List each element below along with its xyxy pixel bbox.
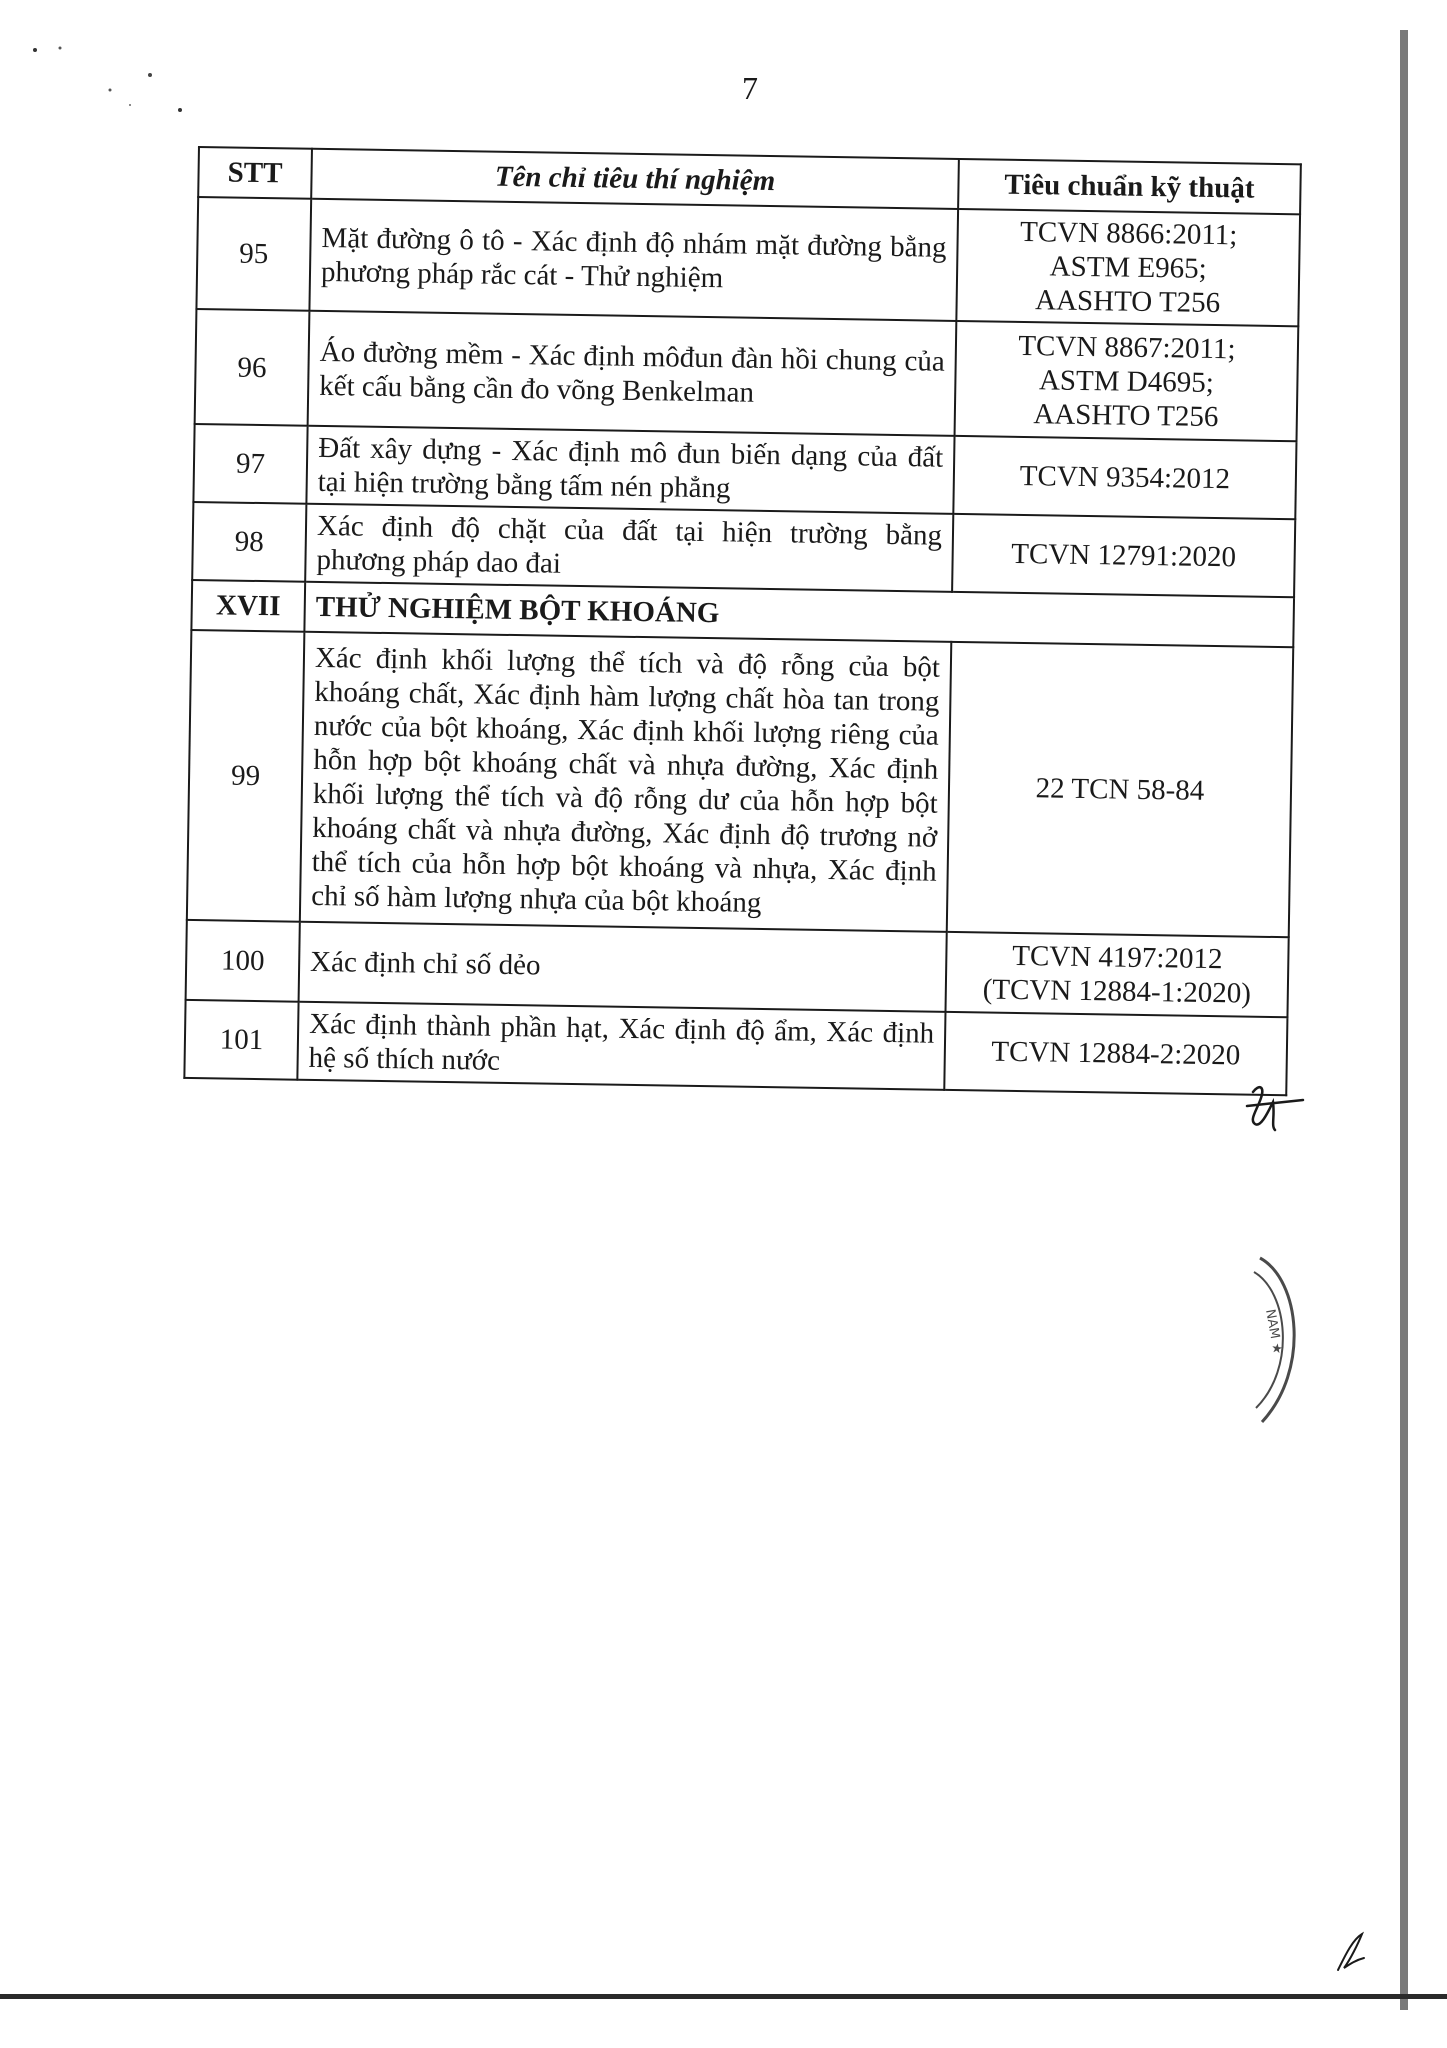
- page-number: 7: [742, 70, 758, 106]
- bottom-scan-rule: [0, 1994, 1447, 1999]
- row-name: Xác định độ chặt của đất tại hiện trường bằng phương pháp dao đai: [305, 504, 953, 592]
- row-name: Xác định chỉ số dẻo: [299, 922, 947, 1012]
- standard-line: AASHTO T256: [1034, 284, 1221, 320]
- row-stt: 96: [195, 309, 310, 426]
- stamp-seal-icon: [1240, 1250, 1310, 1430]
- row-stt: 98: [192, 502, 306, 582]
- initials-mark-icon: [1330, 1930, 1370, 1975]
- row-stt: 99: [187, 630, 305, 922]
- header-standard: Tiêu chuẩn kỹ thuật: [958, 159, 1301, 214]
- standard-line: (TCVN 12884-1:2020): [982, 973, 1252, 1010]
- standard-line: ASTM E965;: [1049, 250, 1207, 285]
- row-standard: [952, 514, 1295, 597]
- table-row: [187, 630, 1293, 937]
- row-name: Áo đường mềm - Xác định môđun đàn hồi chung của kết cấu bằng cần đo võng Benkelman: [308, 311, 957, 436]
- standard-line: AASHTO T256: [1033, 397, 1219, 433]
- row-standard: [956, 209, 1300, 326]
- standard-line: TCVN 8867:2011;: [1018, 329, 1236, 365]
- spec-table: [183, 146, 1302, 1096]
- row-stt: 100: [186, 920, 300, 1002]
- section-title: THỬ NGHIỆM BỘT KHOÁNG: [304, 582, 1294, 648]
- standard-line: TCVN 12791:2020: [1011, 537, 1237, 574]
- row-stt: 95: [196, 197, 311, 311]
- row-stt: 97: [193, 424, 307, 504]
- header-stt: STT: [198, 147, 312, 199]
- standard-line: ASTM D4695;: [1038, 363, 1215, 399]
- scan-edge-shadow: [1400, 30, 1408, 2010]
- row-standard: [953, 436, 1296, 519]
- seal-text: NAM ★: [1262, 1308, 1285, 1356]
- standard-line: TCVN 4197:2012: [1012, 939, 1223, 976]
- row-standard: [945, 932, 1288, 1017]
- row-standard: [947, 642, 1294, 937]
- table-row: [196, 197, 1300, 326]
- table-row: [184, 1000, 1287, 1095]
- row-standard: [955, 321, 1299, 441]
- row-name: Mặt đường ô tô - Xác định độ nhám mặt đường bằng phương pháp rắc cát - Thử nghiệm: [309, 199, 958, 321]
- row-name: Xác định khối lượng thể tích và độ rỗng của bột khoáng chất, Xác định hàm lượng chất hòa tan trong nước của bột khoáng, Xác định khối lượng riêng của hỗn hợp bột khoáng chất và nhựa đường, Xác định khối lượng thể tích và độ rỗng dư của hỗn hợp bột khoáng chất và nhựa đường, Xác định độ trương nở thể tích của hỗn hợp bột khoáng và nhựa, Xác định chỉ số hàm lượng nhựa của bột khoáng: [300, 632, 951, 932]
- initials-signature-icon: [1245, 1080, 1305, 1135]
- row-name: Xác định thành phần hạt, Xác định độ ẩm, Xác định hệ số thích nước: [297, 1002, 945, 1090]
- header-name: Tên chỉ tiêu thí nghiệm: [311, 149, 959, 209]
- row-name: Đất xây dựng - Xác định mô đun biến dạng của đất tại hiện trường bằng tấm nén phẳng: [306, 426, 954, 514]
- row-standard: [944, 1012, 1287, 1095]
- section-roman-numeral: XVII: [191, 580, 305, 632]
- row-stt: 101: [184, 1000, 298, 1080]
- standard-line: 22 TCN 58-84: [1035, 772, 1205, 807]
- standard-line: TCVN 9354:2012: [1019, 459, 1231, 496]
- table-row: [195, 309, 1299, 441]
- standard-line: TCVN 12884-2:2020: [991, 1035, 1241, 1072]
- standard-line: TCVN 8866:2011;: [1019, 215, 1238, 252]
